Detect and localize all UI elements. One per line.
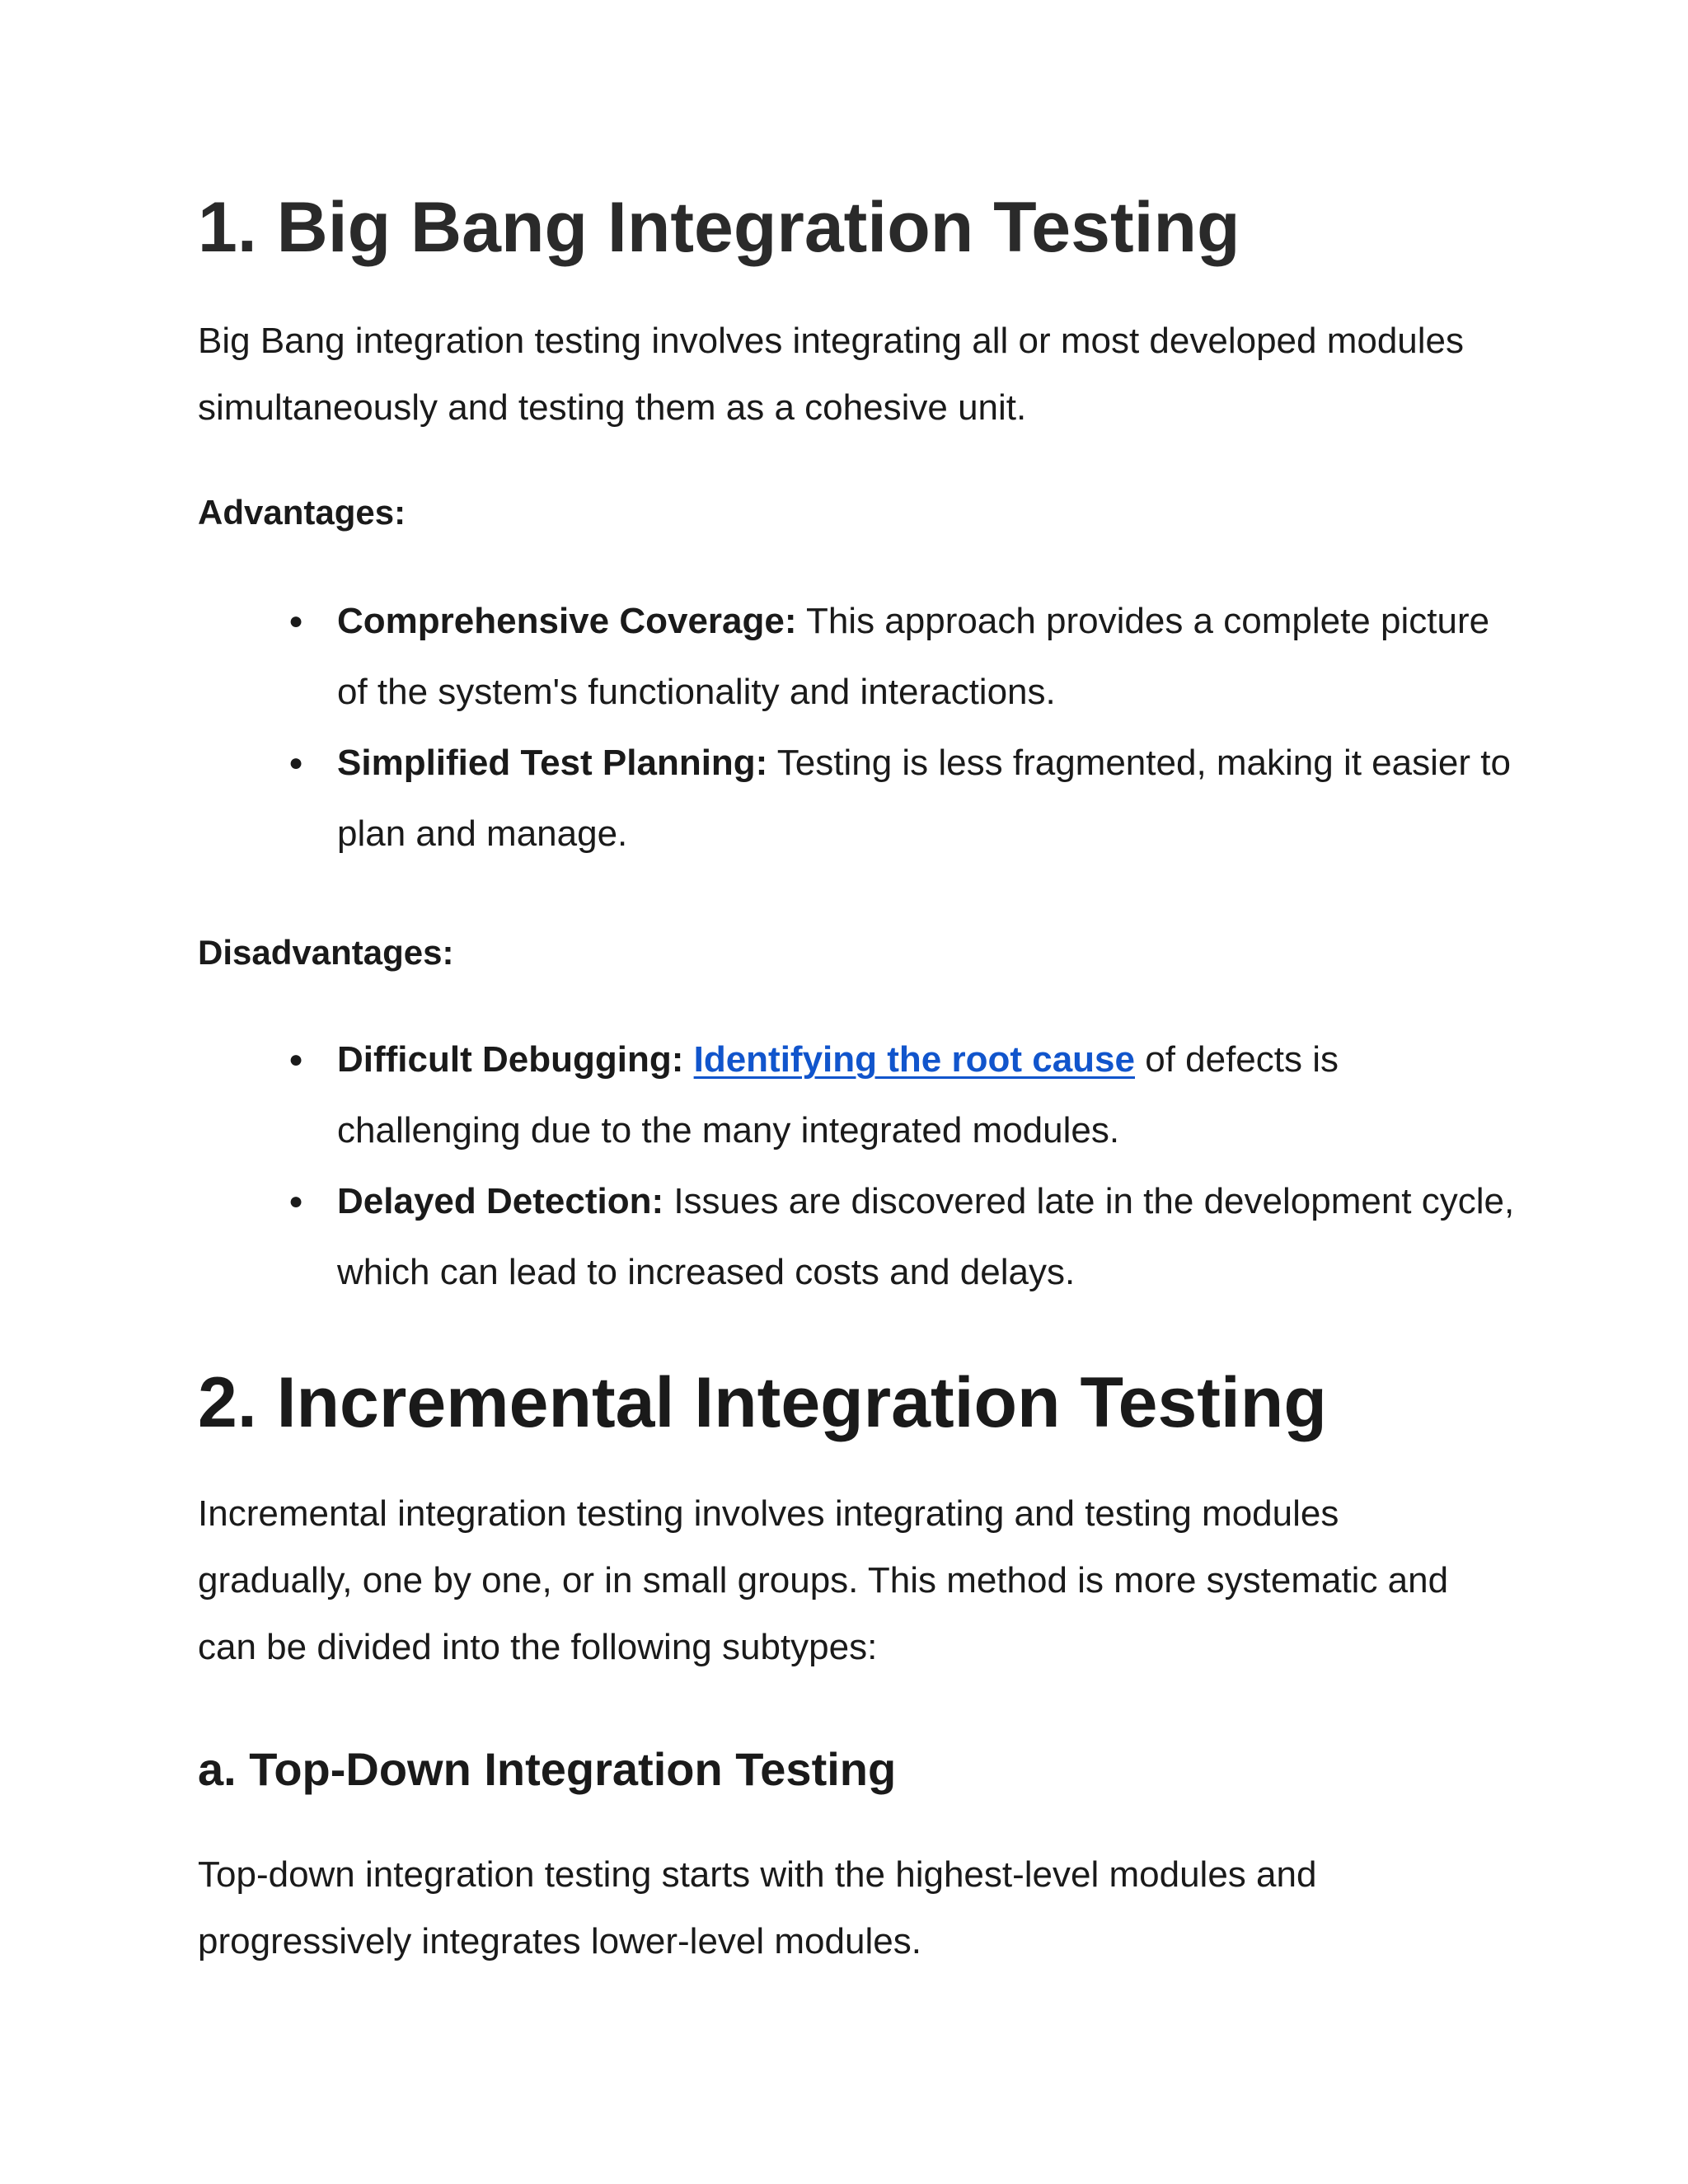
list-item — [198, 586, 1517, 728]
advantages-label: Advantages: — [198, 493, 406, 532]
section-1-heading: 1. Big Bang Integration Testing — [198, 188, 1240, 267]
list-item — [198, 728, 1517, 869]
bullet-icon: ● — [288, 749, 304, 776]
bullet-icon: ● — [288, 1046, 304, 1073]
bullet-icon: ● — [288, 607, 304, 635]
list-item-text: Testing is less fragmented, making it easier to plan and manage. — [337, 743, 1511, 854]
list-item-term: Comprehensive Coverage: — [337, 601, 797, 641]
disadvantages-label: Disadvantages: — [198, 933, 454, 972]
list-item-term: Difficult Debugging: — [337, 1039, 684, 1080]
list-item-term: Simplified Test Planning: — [337, 743, 768, 783]
list-item — [198, 1024, 1517, 1166]
section-2-intro: Incremental integration testing involves integrating and testing modules gradually, one by one, or in small groups. This method is more systematic and can be divided into the following subtypes: — [198, 1493, 1449, 1667]
bullet-icon: ● — [288, 1188, 304, 1215]
list-item-text: of defects is challenging due to the many integrated modules. — [337, 1039, 1339, 1151]
root-cause-link[interactable]: Identifying the root cause — [693, 1039, 1135, 1080]
subsection-a-intro: Top-down integration testing starts with the highest-level modules and progressively integrates lower-level modules. — [198, 1854, 1317, 1961]
list-item-term: Delayed Detection: — [337, 1181, 664, 1221]
section-1-intro: Big Bang integration testing involves integrating all or most developed modules simultaneously and testing them as a cohesive unit. — [198, 321, 1465, 428]
advantages-list — [198, 586, 1517, 869]
list-item — [198, 1166, 1517, 1308]
list-item-text: Issues are discovered late in the development cycle, which can lead to increased costs and delays. — [337, 1181, 1515, 1292]
list-item-text: This approach provides a complete picture of the system's functionality and interactions. — [337, 601, 1490, 712]
subsection-a-heading: a. Top-Down Integration Testing — [198, 1743, 897, 1795]
section-2-heading: 2. Incremental Integration Testing — [198, 1363, 1327, 1442]
disadvantages-list — [198, 1024, 1517, 1308]
